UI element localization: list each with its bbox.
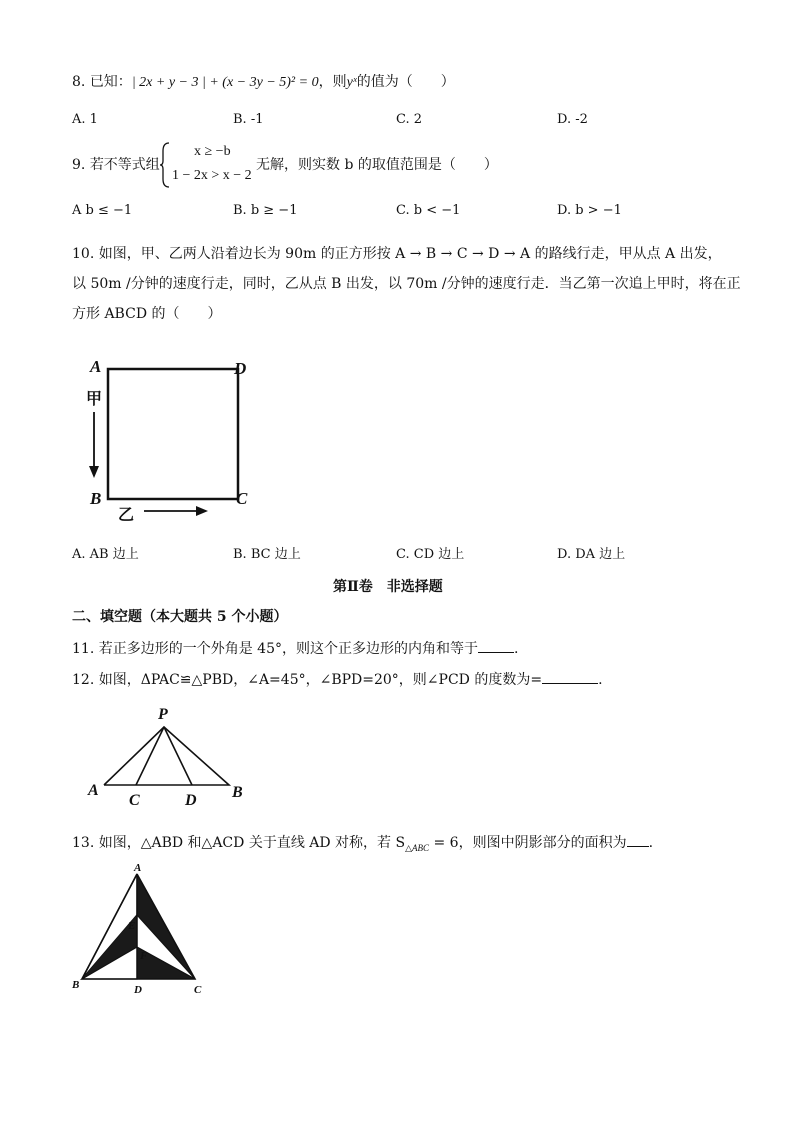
q9-number: 9. (72, 157, 86, 173)
q11-end: . (513, 641, 519, 657)
q8-expression: yˣ (346, 75, 357, 90)
q8-suffix: 的值为（ ） (356, 74, 455, 90)
q12-label-b: B (232, 784, 243, 801)
q11-answer-blank[interactable] (478, 638, 514, 653)
q13-subscript: △ABC (405, 842, 430, 853)
q13-text-a: 13. 如图，△ABD 和△ACD 关于直线 AD 对称，若 S (72, 835, 406, 851)
q8-option-a: A. 1 (72, 112, 98, 127)
q8-option-c: C. 2 (396, 112, 423, 127)
q10-square-figure (84, 352, 274, 522)
q12-label-a: A (88, 782, 99, 799)
q10-line1: 10. 如图，甲、乙两人沿着边长为 90m 的正方形按 A → B → C → D → A 的路线行走，甲从点 A 出发， (72, 246, 722, 262)
q9-system-line1: x ≥ −b (194, 144, 231, 159)
q12-end: . (598, 672, 603, 688)
q10-arrowhead-down-icon (89, 466, 99, 478)
q10-arrowhead-right-icon (196, 506, 208, 516)
q13-stem (72, 832, 653, 858)
q9-suffix: 无解，则实数 b 的取值范围是（ ） (256, 157, 498, 173)
q11-text: 11. 若正多边形的一个外角是 45°，则这个正多边形的内角和等于 (72, 641, 478, 657)
q8-number: 8. (72, 74, 86, 90)
q8-equation: | 2x + y − 3 | + (x − 3y − 5)² = 0 (131, 75, 319, 90)
q12-text: 12. 如图，ΔPAC≌△PBD，∠A=45°，∠BPD=20°，则∠PCD 的度数为= (72, 672, 543, 688)
q12-label-p: P (158, 706, 168, 723)
q10-square (108, 369, 238, 499)
q11-stem (72, 638, 518, 659)
q13-answer-blank[interactable] (627, 832, 649, 847)
q10-label-b: B (90, 489, 102, 508)
q12-stem (72, 669, 603, 690)
q13-end: . (648, 835, 654, 851)
q9-option-c: C. b < −1 (396, 203, 461, 218)
q12-triangle-figure (84, 703, 254, 811)
q12-answer-blank[interactable] (542, 669, 598, 684)
q10-option-a: A. AB 边上 (72, 547, 139, 562)
q13-label-d: D (134, 984, 142, 996)
q12-segment-pc (136, 727, 164, 785)
q8-prefix: 已知： (89, 74, 132, 90)
q13-text-b: = 6，则图中阴影部分的面积为 (429, 835, 627, 851)
fill-in-section-heading: 二、填空题（本大题共 5 个小题） (72, 609, 288, 625)
q12-label-d: D (185, 792, 197, 809)
q12-triangle-pab (104, 727, 229, 785)
q9-option-a: A b ≤ −1 (72, 203, 133, 218)
q8-option-b: B. -1 (233, 112, 264, 127)
q13-label-e: E (128, 920, 136, 932)
q9-option-d: D. b > −1 (557, 203, 622, 218)
q13-shaded-triangle-figure (70, 862, 210, 1002)
q13-label-f: F (140, 950, 148, 962)
q10-line2: 以 50m /分钟的速度行走，同时，乙从点 B 出发，以 70m /分钟的速度行走．当乙第一次追上甲时，将在正 (72, 276, 741, 292)
q9-brace-icon (159, 141, 171, 189)
q9-prefix: 若不等式组 (89, 157, 160, 173)
q8-stem (72, 72, 455, 93)
part2-title: 第Ⅱ卷 非选择题 (333, 579, 443, 595)
q9-system-line2: 1 − 2x > x − 2 (172, 168, 252, 183)
q13-label-c: C (194, 984, 202, 996)
q12-segment-pd (164, 727, 192, 785)
q13-label-b: B (72, 979, 80, 991)
q10-label-yi: 乙 (118, 505, 135, 524)
q8-option-d: D. -2 (557, 112, 588, 127)
q10-label-jia: 甲 (86, 389, 103, 408)
q8-mid: ，则 (318, 74, 347, 90)
q10-option-c: C. CD 边上 (396, 547, 465, 562)
q9-option-b: B. b ≥ −1 (233, 203, 298, 218)
q12-label-c: C (129, 792, 140, 809)
q10-option-b: B. BC 边上 (233, 547, 301, 562)
q9-stem-start (72, 155, 160, 175)
q10-label-c: C (236, 489, 248, 508)
q10-label-d: D (234, 359, 247, 378)
q13-label-a: A (134, 862, 142, 874)
q10-label-a: A (90, 357, 102, 376)
q10-option-d: D. DA 边上 (557, 547, 626, 562)
q10-line3: 方形 ABCD 的（ ） (72, 306, 222, 322)
